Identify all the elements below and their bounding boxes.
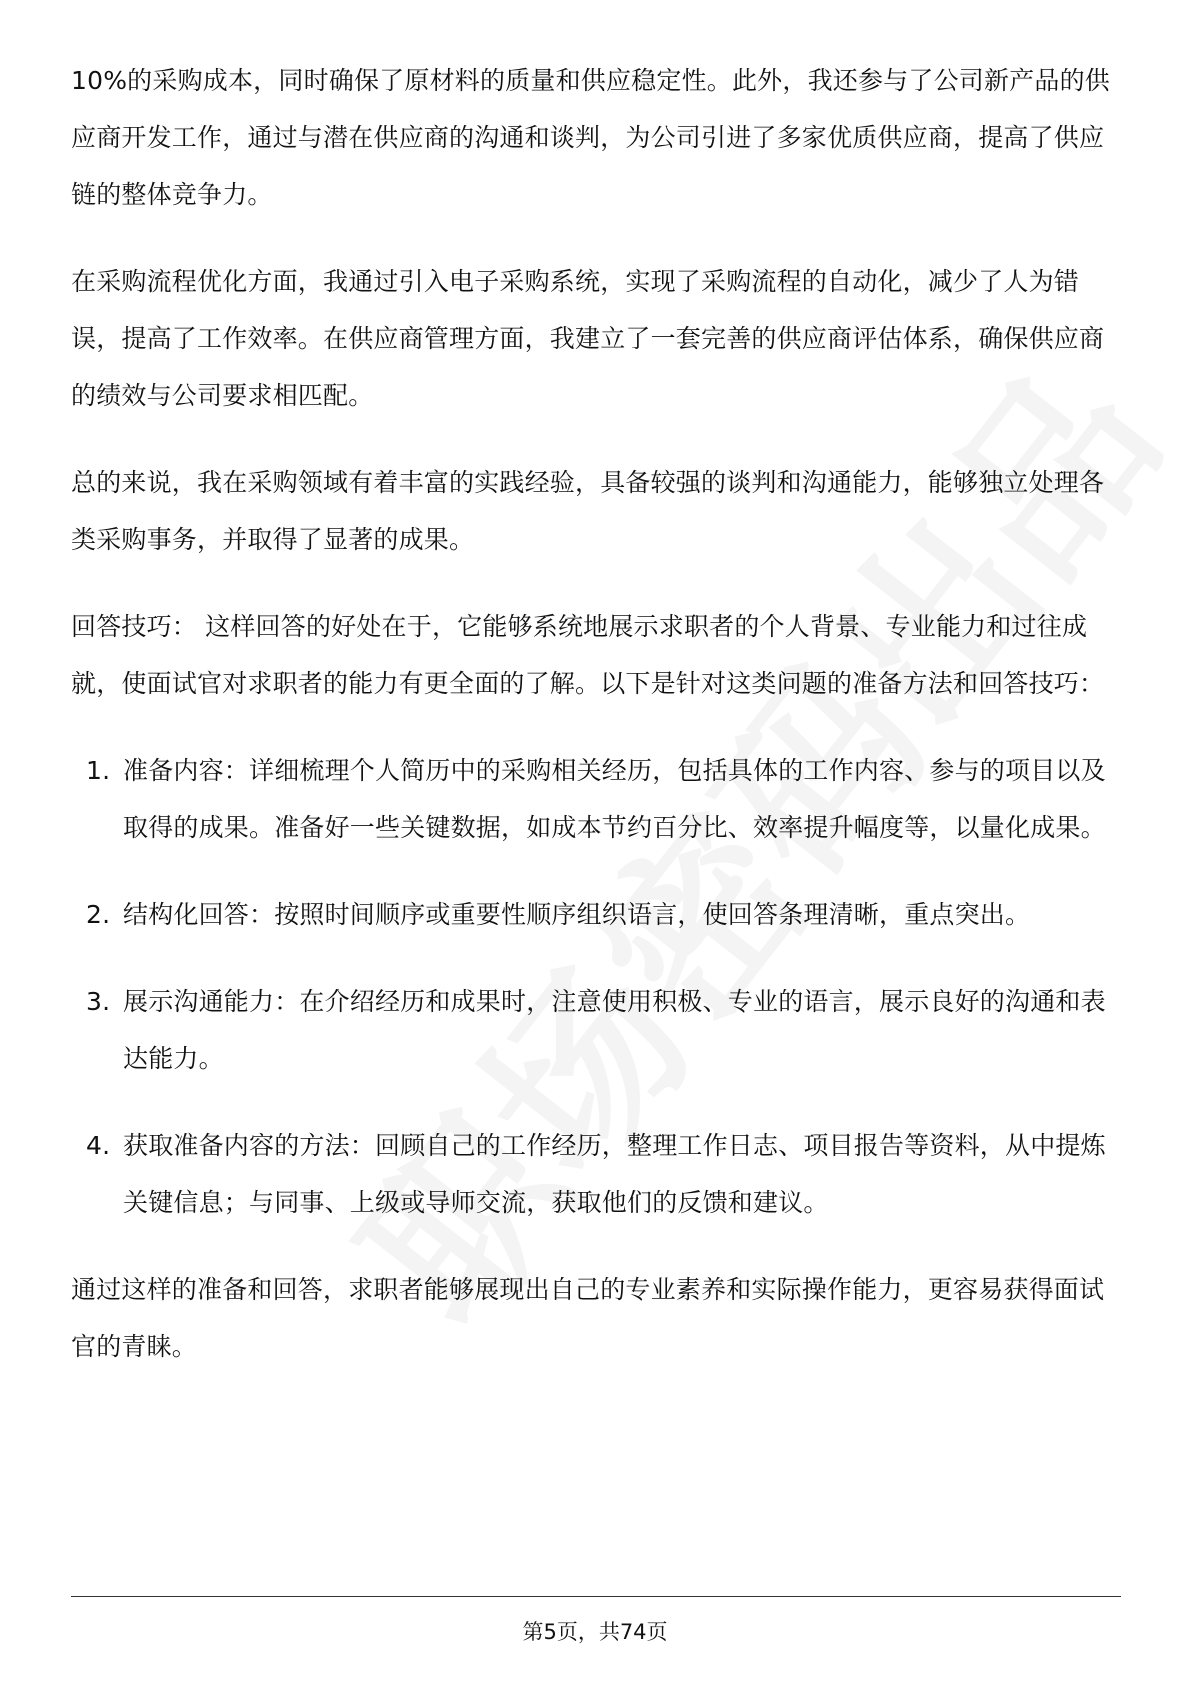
list-item-number: 3.	[86, 987, 111, 1016]
list-item-number: 1.	[86, 756, 111, 785]
list-item-text: 准备内容：详细梳理个人简历中的采购相关经历，包括具体的工作内容、参与的项目以及取得的成果。准备好一些关键数据，如成本节约百分比、效率提升幅度等，以量化成果。	[123, 756, 1106, 842]
list-item-text: 结构化回答：按照时间顺序或重要性顺序组织语言，使回答条理清晰，重点突出。	[123, 900, 1031, 929]
list-item-text: 展示沟通能力：在介绍经历和成果时，注意使用积极、专业的语言，展示良好的沟通和表达能力。	[123, 987, 1106, 1073]
list-item	[71, 973, 1121, 1087]
tips-list	[71, 742, 1121, 1231]
paragraph-answer-tips: 回答技巧： 这样回答的好处在于，它能够系统地展示求职者的个人背景、专业能力和过往成就，使面试官对求职者的能力有更全面的了解。以下是针对这类问题的准备方法和回答技巧：	[71, 612, 1105, 698]
page-number: 第5页，共74页	[522, 1620, 668, 1644]
list-item	[71, 1117, 1121, 1231]
paragraph-2: 在采购流程优化方面，我通过引入电子采购系统，实现了采购流程的自动化，减少了人为错误，提高了工作效率。在供应商管理方面，我建立了一套完善的供应商评估体系，确保供应商的绩效与公司要求相匹配。	[71, 267, 1105, 410]
closing-paragraph: 通过这样的准备和回答，求职者能够展现出自己的专业素养和实际操作能力，更容易获得面试官的青睐。	[71, 1275, 1105, 1361]
paragraph-1: 10%的采购成本，同时确保了原材料的质量和供应稳定性。此外，我还参与了公司新产品的供应商开发工作，通过与潜在供应商的沟通和谈判，为公司引进了多家优质供应商，提高了供应链的整体竞争力。	[71, 66, 1110, 209]
list-item-number: 4.	[86, 1131, 111, 1160]
list-item-number: 2.	[86, 900, 111, 929]
list-item	[71, 886, 1121, 943]
paragraph-3: 总的来说，我在采购领域有着丰富的实践经验，具备较强的谈判和沟通能力，能够独立处理各类采购事务，并取得了显著的成果。	[71, 468, 1105, 554]
list-item-text: 获取准备内容的方法：回顾自己的工作经历，整理工作日志、项目报告等资料，从中提炼关键信息；与同事、上级或导师交流，获取他们的反馈和建议。	[123, 1131, 1106, 1217]
footer-divider	[71, 1596, 1121, 1597]
document-body	[71, 52, 1121, 1405]
list-item	[71, 742, 1121, 856]
